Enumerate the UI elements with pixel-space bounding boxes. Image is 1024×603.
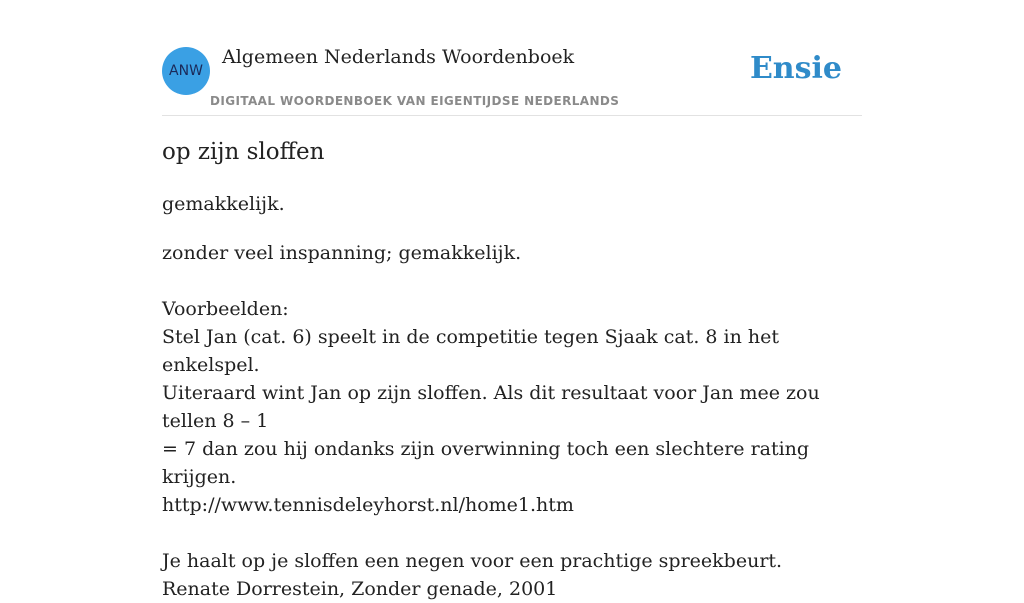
definition-text: zonder veel inspanning; gemakkelijk.: [162, 242, 522, 264]
logo-text: ANW: [169, 63, 203, 79]
site-subtitle: DIGITAAL WOORDENBOEK VAN EIGENTIJDSE NEDERLANDS: [210, 94, 620, 108]
examples-label: Voorbeelden:: [162, 298, 289, 320]
site-title[interactable]: Algemeen Nederlands Woordenboek: [222, 46, 575, 68]
definition-body: [162, 239, 862, 603]
spacer: [162, 267, 862, 295]
example-1-line-2: Uiteraard wint Jan op zijn sloffen. Als dit resultaat voor Jan mee zou tellen 8 – 1: [162, 382, 820, 432]
example-2-line-1: Je haalt op je sloffen een negen voor een prachtige spreekbeurt.: [162, 550, 783, 572]
example-2-source: Renate Dorrestein, Zonder genade, 2001: [162, 578, 558, 600]
anw-logo[interactable]: [162, 47, 210, 95]
short-definition: gemakkelijk.: [162, 193, 285, 215]
page: [162, 0, 862, 600]
spacer: [162, 519, 862, 547]
ensie-brand-link[interactable]: Ensie: [749, 51, 842, 86]
example-1-source: http://www.tennisdeleyhorst.nl/home1.htm: [162, 494, 574, 516]
entry-title: op zijn sloffen: [162, 139, 325, 165]
example-1-line-3: = 7 dan zou hij ondanks zijn overwinning toch een slechtere rating krijgen.: [162, 438, 810, 488]
header-divider: [162, 115, 862, 116]
example-1-line-1: Stel Jan (cat. 6) speelt in de competitie tegen Sjaak cat. 8 in het enkelspel.: [162, 326, 779, 376]
